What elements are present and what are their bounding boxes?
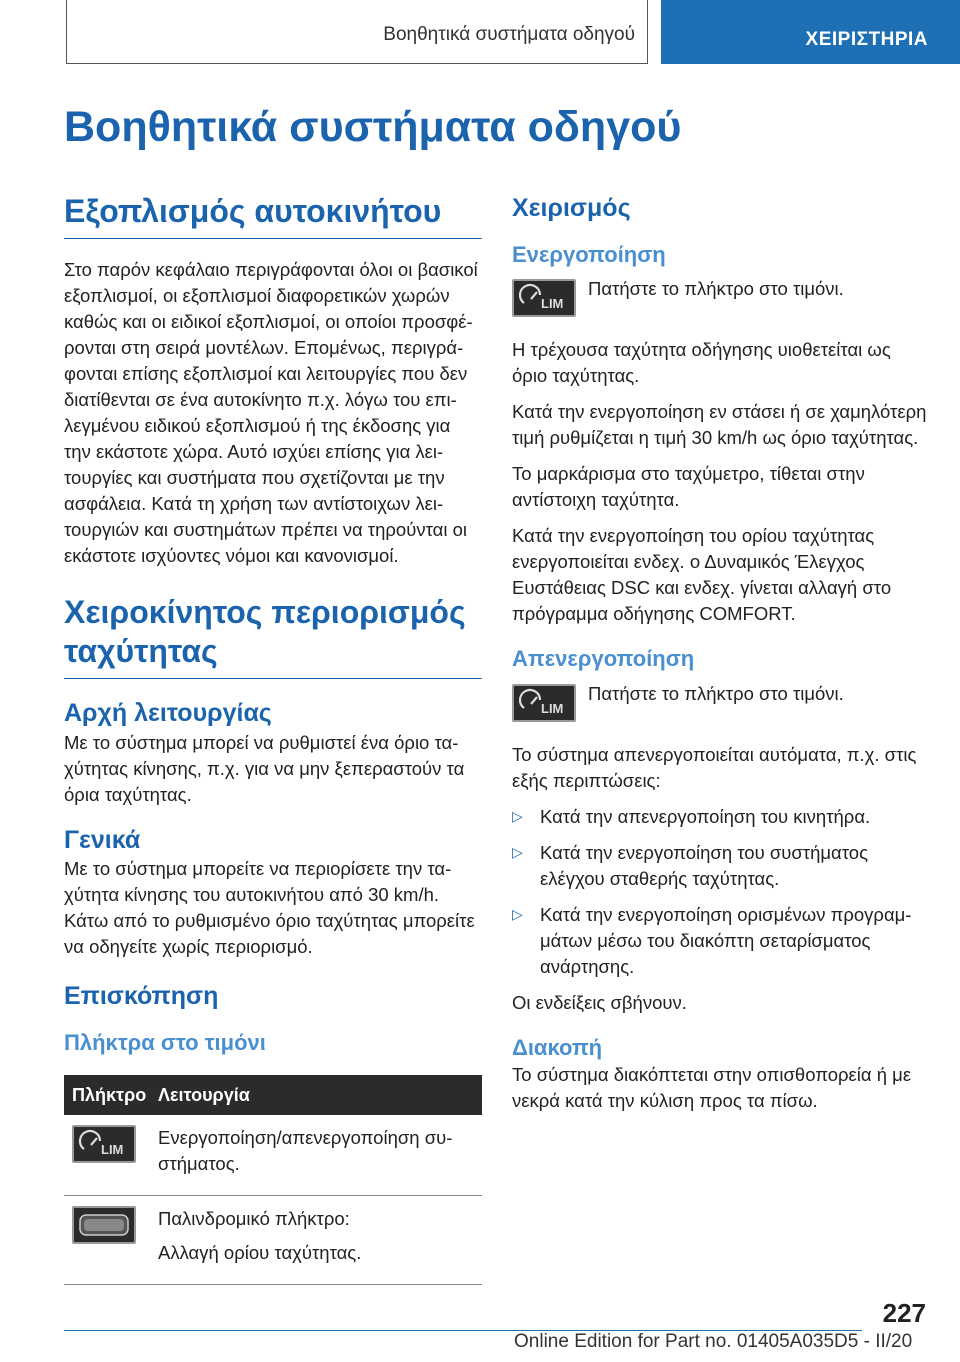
table-cell-key <box>64 1196 150 1285</box>
limiter-heading: Χειροκίνητος περιορισμός ταχύτητας <box>64 593 482 679</box>
principle-text: Με το σύστημα μπορεί να ρυθμιστεί ένα όριο ταχύτητας κίνησης, π.χ. για να μην ξεπεραστούν τα όρια ταχύτητας. <box>64 731 465 805</box>
svg-text:LIM: LIM <box>541 700 564 716</box>
bullet-text: Κατά την ενεργοποίηση του συστήματος ελέγχου σταθερής ταχύτητας. <box>540 841 869 889</box>
header-chapter-tab <box>661 0 960 64</box>
header-chapter-title: ΧΕΙΡΙΣΤΗΡΙΑ <box>805 29 928 50</box>
right-column <box>512 192 930 1124</box>
equipment-text: Στο παρόν κεφάλαιο περιγράφονται όλοι οι βασικοί εξοπλισμοί, οι εξοπλισμοί διαφορετικών χωρών καθώς και οι ειδικοί εξοπλισμοί, οι οποίοι προσφέρονται στη σειρά μοντέλων. Επομένως, περιγράφονται επίσης εξοπλισμοί και λειτουργίες που δεν διατίθενται σε ένα αυτοκίνητο π.χ. λόγω του επιλεγμένου ειδικού εξοπλισμού ή της έκδοσης για την εκάστοτε χώρα. Αυτό ισχύει επίσης για λειτουργίες και συστήματα που σχετίζονται με την ασφάλεια. Κατά τη χρήση των αντίστοιχων λειτουργιών και συστημάτων πρέπει να τηρούνται οι εκάστοτε ισχύοντες νόμοι και κανονισμοί. <box>64 259 478 567</box>
triangle-bullet-icon: ▷ <box>512 843 523 860</box>
bullet-text: Κατά την ενεργοποίηση ορισμένων προγραμμάτων μέσω του διακόπτη σεταρίσματος ανάρτησης. <box>540 903 912 977</box>
row1-function-text: Ενεργοποίηση/απενεργοποίηση συστήματος. <box>158 1127 453 1175</box>
table-header-key: Πλήκτρο <box>64 1075 150 1115</box>
list-item <box>512 840 930 892</box>
equipment-heading: Εξοπλισμός αυτοκινήτου <box>64 192 482 239</box>
activation-p2: Κατά την ενεργοποίηση εν στάσει ή σε χαμηλότερη τιμή ρυθμίζεται η τιμή 30 km/h ως όριο ταχύτητας. <box>512 401 927 449</box>
buttons-table <box>64 1075 482 1285</box>
deactivation-p1: Το σύστημα απενεργοποιείται αυτόματα, π.χ. στις εξής περιπτώσεις: <box>512 743 917 791</box>
lim-button-icon <box>512 279 576 317</box>
interrupt-text: Το σύστημα διακόπτεται στην οπισθοπορεία ή με νεκρά κατά την κύλιση προς τα πίσω. <box>512 1064 912 1112</box>
table-header-row <box>64 1075 482 1115</box>
deactivation-press-row <box>512 684 930 722</box>
interrupt-heading: Διακοπή <box>512 1034 603 1060</box>
list-item <box>512 804 930 830</box>
activation-heading: Ενεργοποίηση <box>512 241 666 267</box>
table-cell-function <box>150 1196 482 1285</box>
principle-heading: Αρχή λειτουργίας <box>64 699 272 728</box>
left-column <box>64 192 482 1285</box>
activation-p4: Κατά την ενεργοποίηση του ορίου ταχύτητας ενεργοποιείται ενδεχ. ο Δυναμικός Έλεγχος Ευστάθειας DSC και ενδεχ. γίνεται αλλαγή στο πρόγραμμα οδήγησης COMFORT. <box>512 525 892 625</box>
footer-edition: Online Edition for Part no. 01405A035D5 - II/20 <box>514 1331 913 1352</box>
activation-p1: Η τρέχουσα ταχύτητα οδήγησης υιοθετείται ως όριο ταχύτητας. <box>512 339 891 387</box>
table-cell-function <box>150 1115 482 1196</box>
table-row <box>64 1115 482 1196</box>
triangle-bullet-icon: ▷ <box>512 807 523 824</box>
svg-text:LIM: LIM <box>541 296 564 312</box>
activation-p3: Το μαρκάρισμα στο ταχύμετρο, τίθεται στην αντίστοιχη ταχύτητα. <box>512 463 865 511</box>
header-section-box <box>66 0 648 64</box>
rocker-switch-icon <box>72 1206 136 1244</box>
table-cell-key <box>64 1115 150 1196</box>
triangle-bullet-icon: ▷ <box>512 905 523 922</box>
page-title: Βοηθητικά συστήματα οδηγού <box>64 103 682 151</box>
table-header-function: Λειτουργία <box>150 1075 482 1115</box>
lim-button-icon <box>512 684 576 722</box>
bullet-text: Κατά την απενεργοποίηση του κινητήρα. <box>540 805 871 827</box>
overview-heading: Επισκόπηση <box>64 982 219 1011</box>
activation-press-row <box>512 279 930 317</box>
table-row <box>64 1196 482 1285</box>
lim-button-icon <box>72 1125 136 1163</box>
list-item <box>512 902 930 980</box>
deactivation-press-text: Πατήστε το πλήκτρο στο τιμόνι. <box>588 682 844 704</box>
svg-text:LIM: LIM <box>101 1142 124 1158</box>
deactivation-heading: Απενεργοποίηση <box>512 646 695 672</box>
header-section-title: Βοηθητικά συστήματα οδηγού <box>383 24 635 45</box>
general-heading: Γενικά <box>64 825 141 854</box>
operation-heading: Χειρισμός <box>512 194 631 222</box>
row2-function-text-a: Παλινδρομικό πλήκτρο: <box>158 1208 350 1230</box>
buttons-heading: Πλήκτρα στο τιμόνι <box>64 1029 266 1055</box>
page-number: 227 <box>882 1298 926 1328</box>
deactivation-p2: Οι ενδείξεις σβήνουν. <box>512 991 687 1013</box>
activation-press-text: Πατήστε το πλήκτρο στο τιμόνι. <box>588 278 844 300</box>
general-text: Με το σύστημα μπορείτε να περιορίσετε την ταχύτητα κίνησης του αυτοκινήτου από 30 km/h. Κάτω από το ρυθμισμένο όριο ταχύτητας μπορείτε να οδηγείτε χωρίς περιορισμό. <box>64 858 475 958</box>
row2-function-text-b: Αλλαγή ορίου ταχύτητας. <box>158 1242 362 1264</box>
